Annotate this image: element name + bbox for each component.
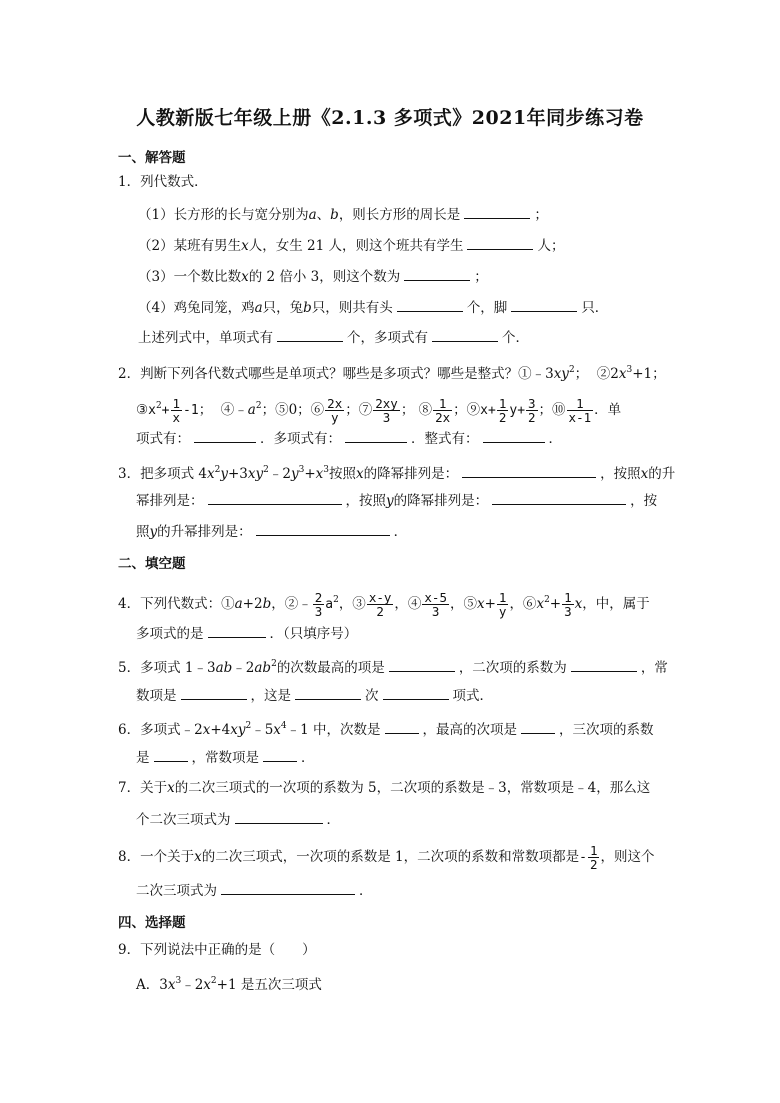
worksheet-title: 人教新版七年级上册《2.1.3 多项式》2021年同步练习卷 bbox=[136, 107, 644, 129]
section-heading-2: 二、填空题 bbox=[118, 556, 186, 572]
answer-blank[interactable] bbox=[263, 747, 297, 762]
section-heading-4: 四、选择题 bbox=[118, 915, 186, 931]
fraction: $\frac{x-y}{2}$ bbox=[368, 590, 392, 619]
answer-blank[interactable] bbox=[208, 490, 342, 505]
question-1-part-3: （3）一个数比数x的 2 倍小 3，则这个数为 ； bbox=[138, 266, 488, 287]
fraction: $\frac{1}{2}$ bbox=[498, 396, 507, 425]
answer-blank[interactable] bbox=[467, 235, 533, 250]
answer-blank[interactable] bbox=[521, 719, 555, 734]
question-3-line-3: 照y的升幂排列是： ． bbox=[136, 521, 407, 542]
fraction: $\frac{1}{x}$ bbox=[172, 396, 181, 425]
answer-blank[interactable] bbox=[295, 685, 361, 700]
fraction: $\frac{1}{3}$ bbox=[564, 590, 572, 619]
answer-blank[interactable] bbox=[432, 327, 498, 342]
question-5-line-1: 5．多项式 $1﹣3ab﹣2ab^2$的次数最高的项是 ，二次项的系数为 ，常 bbox=[118, 659, 668, 676]
question-8-line-2: 二次三项式为 ． bbox=[136, 880, 373, 901]
question-8-line-1: 8．一个关于x的二次三项式，一次项的系数是 1，二次项的系数和常数项都是- $\frac{1}{2}$ ，则这个 bbox=[118, 843, 655, 872]
answer-blank[interactable] bbox=[221, 880, 355, 895]
fraction: $\frac{2x}{y}$ bbox=[327, 396, 343, 425]
answer-blank[interactable] bbox=[277, 327, 343, 342]
question-1-stem: 1．列代数式． bbox=[118, 174, 208, 190]
question-9-option-a[interactable]: A．$3x^3﹣2x^2+1$ 是五次三项式 bbox=[136, 976, 322, 993]
answer-blank[interactable] bbox=[464, 204, 530, 219]
answer-blank[interactable] bbox=[511, 297, 577, 312]
question-9-stem: 9．下列说法中正确的是（ ） bbox=[118, 942, 316, 958]
answer-blank[interactable] bbox=[571, 657, 637, 672]
answer-blank[interactable] bbox=[194, 428, 256, 443]
answer-blank[interactable] bbox=[235, 809, 323, 824]
answer-blank[interactable] bbox=[389, 657, 455, 672]
question-1-part-1: （1）长方形的长与宽分别为a、b，则长方形的周长是 ； bbox=[138, 204, 548, 225]
question-6-line-2: 是 ，常数项是 ． bbox=[136, 747, 315, 768]
answer-blank[interactable] bbox=[256, 521, 390, 536]
section-heading-1: 一、解答题 bbox=[118, 150, 186, 166]
question-4-line-2: 多项式的是 ．（只填序号） bbox=[136, 623, 357, 644]
answer-blank[interactable] bbox=[404, 266, 470, 281]
fraction: $\frac{1}{x-1}$ bbox=[568, 396, 592, 425]
question-1-summary: 上述列式中，单项式有 个，多项式有 个． bbox=[138, 327, 529, 348]
answer-blank[interactable] bbox=[383, 685, 449, 700]
fraction: $\frac{1}{2x}$ bbox=[435, 396, 451, 425]
question-2-answers: 项式有： ．多项式有： ．整式有： ． bbox=[136, 428, 562, 449]
question-7-line-2: 个二次三项式为 ． bbox=[136, 809, 340, 830]
answer-blank[interactable] bbox=[397, 297, 463, 312]
fraction: $\frac{1}{y}$ bbox=[498, 590, 507, 619]
question-1-part-2: （2）某班有男生x人，女生 21 人，则这个班共有学生 人； bbox=[138, 235, 564, 256]
question-3-line-1: 3．把多项式 $4x^2y+3xy^2﹣2y^3+x^3$按照x的降幂排列是： ，按照x的升 bbox=[118, 465, 676, 482]
question-4-line-1: 4．下列代数式：①a+2b，②﹣ $\frac{2}{3}$ $a^2$，③ $\frac{x-y}{2}$ ，④ $\frac{x-5}{3}$ ，⑤x+ $\frac{1}{y}$ ，$⑥x^2+$ $\frac{1}{3}$ x，中，属于 bbox=[118, 590, 650, 619]
question-1-part-4: （4）鸡兔同笼，鸡a只，兔b只，则共有头 个，脚 只． bbox=[138, 297, 608, 318]
answer-blank[interactable] bbox=[345, 428, 407, 443]
question-3-line-2: 幂排列是： ，按照y的降幂排列是： ，按 bbox=[136, 490, 657, 511]
answer-blank[interactable] bbox=[181, 685, 247, 700]
answer-blank[interactable] bbox=[483, 428, 545, 443]
answer-blank[interactable] bbox=[492, 490, 626, 505]
fraction: $\frac{x-5}{3}$ bbox=[424, 590, 447, 619]
question-7-line-1: 7．关于x的二次三项式的一次项的系数为 5，二次项的系数是﹣3，常数项是﹣4，那么这 bbox=[118, 780, 651, 796]
question-6-line-1: 6．多项式$﹣2x+4xy^2﹣5x^4﹣1$ 中，次数是 ，最高的次项是 ，三次项的系数 bbox=[118, 721, 654, 738]
answer-blank[interactable] bbox=[208, 623, 266, 638]
fraction: $\frac{1}{2}$ bbox=[589, 843, 598, 872]
fraction: $\frac{2xy}{3}$ bbox=[375, 396, 398, 425]
answer-blank[interactable] bbox=[154, 747, 188, 762]
question-2-expressions: $③x^2+$ $\frac{1}{x}$ -1； $④﹣a^2$；⑤0；⑥ $\frac{2x}{y}$ ；⑦ $\frac{2xy}{3}$ ； ⑧ $\frac{1}{2x}$ ；⑨x+ $\frac{1}{2}$ y+ $\frac{3}{2}$ ；⑩ $\frac{1}{x-1}$ ．单 bbox=[136, 396, 622, 425]
question-2-stem: 2．判断下列各代数式哪些是单项式？哪些是多项式？哪些是整式？$①﹣3xy^2$； $②2x^3+1$； bbox=[118, 365, 666, 382]
answer-blank[interactable] bbox=[462, 463, 596, 478]
question-5-line-2: 数项是 ，这是 次 项式． bbox=[136, 685, 493, 706]
fraction: $\frac{2}{3}$ bbox=[314, 590, 323, 619]
answer-blank[interactable] bbox=[385, 719, 419, 734]
fraction: $\frac{3}{2}$ bbox=[528, 396, 536, 425]
